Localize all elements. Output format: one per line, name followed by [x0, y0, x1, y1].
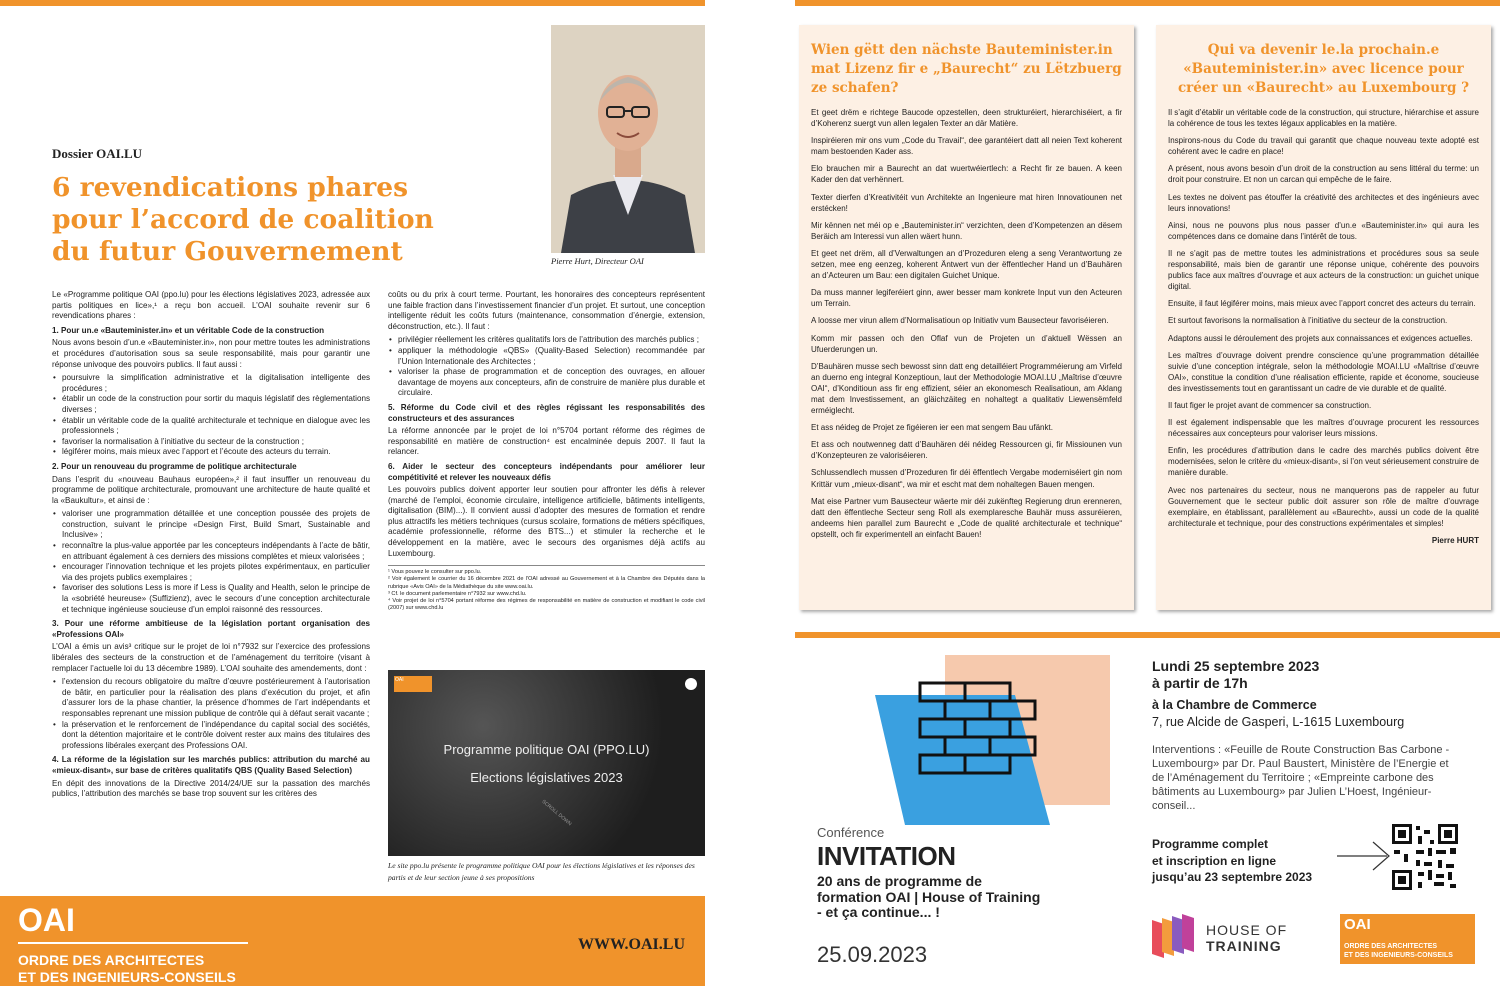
- event-location: [1152, 697, 1404, 731]
- paragraph: L’OAI a émis un avis³ critique sur le projet de loi n°7932 sur l’exercice des professions libérales des secteurs de la construction et de l’aménagement du territoire (visant à remplacer l’actuelle loi du 13 décembre 1989). L’OAI souhaite des amendements, dont :: [52, 642, 370, 673]
- paragraph: Et surtout favorisons la normalisation à l’initiative du secteur de la construction.: [1168, 316, 1448, 326]
- list-item: • reconnaître la plus-value apportée par les concepteurs indépendants à l’acte de bâtir, en attribuant également à ces derniers des missions complètes et mieux valorisées ;: [52, 541, 370, 562]
- paragraph: La réforme annoncée par le projet de loi n°5704 portant réforme des régimes de responsabilité en matière de construction⁴ est encalminée depuis 2007. Il faut la relancer.: [388, 426, 705, 457]
- paragraph: Mat eise Partner vum Bausecteur wäerte mir déi zukënfteg Regierung drun erenneren, datt den ëffentleche Secteur seng Roll als exemplaresche Bauhär muss assuréieren, andeems hien parallel zum Baurecht e „Code de qualité architecturale et technique“ opstellt, och fir experimentell an einfacht Bauen!: [811, 496, 1122, 539]
- hot-line: HOUSE OF: [1206, 922, 1288, 938]
- paragraph: A loosse mer virun allem d’Normalisatioun op Initiativ vum Bausecteur favoriséieren.: [811, 316, 1109, 326]
- list-item: • favoriser des solutions Less is more if Less is Quality and Health, selon le principe de la «sobriété heureuse» (Suffizienz), avec le secours d’une conception architecturale et technique ingénieuse soucieuse d’un emploi raisonné des ressources.: [52, 583, 370, 615]
- qr-code-icon[interactable]: [1390, 822, 1460, 892]
- list-item: • valoriser une programmation détaillée et une conception poussée des projets de construction, suivant le principe «Design First, Build Smart, Sustainable and Inclusive» ;: [52, 509, 370, 541]
- photo-caption: Pierre Hurt, Directeur OAI: [551, 256, 644, 266]
- paragraph: Dans l’esprit du «nouveau Bauhaus européen»,² il faut insuffler un renouveau du programme de politique architecturale, promouvant une architecture de haute qualité et la «Baukultur», et ainsi de :: [52, 474, 370, 505]
- paragraph: Ensuite, il faut légiférer moins, mais mieux avec l’apport concret des acteurs du terrain.: [1168, 299, 1476, 309]
- intro-paragraph: Le «Programme politique OAI (ppo.lu) pour les élections législatives 2023, adressée aux partis politiques en lice»,¹ a reçu bon accueil. L’OAI souhaite revenir sur 6 revendications phares :: [52, 290, 370, 321]
- box-body: [811, 107, 1122, 540]
- paragraph: Et geet drëm e richtege Baucode opzestellen, deen strukturéiert, hierarchiséiert, a fir d’Koherenz suergt vun allen legalen Texter an där Matière.: [811, 108, 1122, 129]
- paragraph: Ainsi, nous ne pouvons plus nous passer d’un.e «Bauteminister.in» qui aura les compétences dans ce domaine dans l’intérêt de tous.: [1168, 220, 1479, 241]
- screenshot-title: Programme politique OAI (PPO.LU): [443, 742, 650, 757]
- paragraph: Il s’agit d’établir un véritable code de la construction, qui structure, hiérarchise et assure la cohérence de tous les textes légaux applicables en la matière.: [1168, 108, 1479, 129]
- house-of-training-logo: [1150, 912, 1300, 962]
- paragraph: Et ass néideg de Projet ze figéieren ier een mat sengem Bau ufänkt.: [811, 423, 1053, 433]
- section-heading: 3. Pour une réforme ambitieuse de la législation portant organisation des «Professions OAI»: [52, 619, 370, 639]
- paragraph: Avec nos partenaires du secteur, nous ne manquerons pas de rappeler au futur Gouvernement que le secteur public doit assurer son rôle de maître d’ouvrage exemplaire, en établissant, parallèlement au «Baurecht», aussi un code de la qualité architecturale et technique, pour des constructions expérimentales et simples!: [1168, 485, 1479, 528]
- bullet-list: [52, 677, 370, 751]
- footnotes: [388, 565, 705, 612]
- footer-banner: [0, 896, 705, 986]
- paragraph: Da muss manner legiferéiert ginn, awer besser mam konkrete Input vun den Acteuren um Terrain.: [811, 288, 1122, 309]
- paragraph: Il faut figer le projet avant de commencer sa construction.: [1168, 400, 1372, 410]
- list-item: • appliquer la méthodologie «QBS» (Quality-Based Selection) recommandée par l’Union Internationale des Architectes ;: [388, 346, 705, 367]
- paragraph: Les textes ne doivent pas étouffer la créativité des architectes et des ingénieurs avec leurs innovations!: [1168, 192, 1479, 213]
- section-heading: 6. Aider le secteur des concepteurs indépendants pour améliorer leur compétitivité et relever les nouveaux défis: [388, 461, 705, 482]
- org-line: ET DES INGENIEURS-CONSEILS: [1344, 952, 1453, 959]
- paragraph: Texter dierfen d’Kreativitéit vun Architekte an Ingenieure mat hiren Innovatiounen net erstécken!: [811, 192, 1122, 213]
- article-column-2: [388, 290, 705, 612]
- luxembourgish-box: [799, 25, 1134, 610]
- bullet-list: [52, 509, 370, 615]
- list-item: • favoriser la normalisation à l’initiative du secteur de la construction ;: [52, 437, 370, 448]
- footnote: ³ Cf. le document parlementaire n°7932 sur www.chd.lu.: [388, 590, 527, 597]
- list-item: • la préservation et le renforcement de l’indépendance du capital social des sociétés, dont la détention majoritaire et le contrôle doivent rester aux mains des titulaires des professions libérales exerçant des Professions OAI.: [52, 720, 370, 752]
- org-line: ORDRE DES ARCHITECTES: [18, 952, 205, 968]
- footer-divider: [18, 942, 248, 944]
- oai-logo: [1340, 914, 1475, 964]
- paragraph: Inspiréieren mir ons vum „Code du Travail“, dee garantéiert datt all neien Text koherent mam bestoenden Kader ass.: [811, 136, 1122, 157]
- headline-line: pour l’accord de coalition: [52, 204, 434, 235]
- screenshot-subtitle: Elections législatives 2023: [470, 770, 623, 785]
- signature: Pierre HURT: [1431, 535, 1479, 545]
- bullet-list: [52, 373, 370, 458]
- conference-label: Conférence: [817, 825, 885, 840]
- paragraph: Adaptons aussi le déroulement des projets aux connaissances et exigences actuelles.: [1168, 333, 1473, 343]
- registration-line: jusqu’au 23 septembre 2023: [1152, 870, 1313, 884]
- org-line: ORDRE DES ARCHITECTES: [1344, 943, 1438, 950]
- paragraph: Il est également indispensable que les maîtres d’ouvrage procurent les ressources nécessaires aux concepteurs pour valoriser leurs missions.: [1168, 418, 1479, 439]
- paragraph: coûts ou du prix à court terme. Pourtant, les honoraires des concepteurs représentent une faible fraction dans l’investissement financier d’un projet. Et surtout, une conception intelligente réduit les coûts futurs (maintenance, consommation d’énergie, extension, déconstruction, etc.). Il faut :: [388, 290, 705, 331]
- footer-org-name: [18, 952, 236, 986]
- bullet-list: [388, 335, 705, 399]
- paragraph: Et ass och noutwenneg datt d’Bauhären déi néideg Ressourcen gi, fir Missiounen vun d’Konzepteuren ze valoriséieren.: [811, 440, 1122, 461]
- paragraph: Elo brauchen mir a Baurecht an dat wuertwéiertlech: a Recht fir ze bauen. A keen Kader den dat verhënnert.: [811, 164, 1122, 185]
- article-column-1: [52, 290, 370, 803]
- screenshot-caption: Le site ppo.lu présente le programme politique OAI pour les élections législatives et les réponses des partis et de leur section jeune à ses propositions: [388, 861, 695, 882]
- paragraph: En dépit des innovations de la Directive 2014/24/UE sur la passation des marchés publics, l’attribution des marchés se base trop souvent sur les critères des: [52, 778, 370, 799]
- paragraph: A présent, nous avons besoin d’un droit de la construction au sens littéral du terme: un droit pour construire. Et non un carcan qui empêche de le faire.: [1168, 164, 1479, 185]
- french-box: [1156, 25, 1491, 610]
- list-item: • établir un code de la construction pour sortir du maquis législatif des règlementations diverses ;: [52, 394, 370, 415]
- scroll-down-label: SCROLL DOWN: [540, 798, 573, 828]
- org-line: ET DES INGENIEURS-CONSEILS: [18, 969, 236, 985]
- headline-line: du futur Gouvernement: [52, 236, 403, 267]
- section-label: Dossier OAI.LU: [52, 146, 143, 161]
- right-page: [795, 0, 1500, 986]
- event-datetime: [1152, 658, 1319, 692]
- section-heading: 5. Réforme du Code civil et des règles régissant les responsabilités des constructeurs et des assurances: [388, 402, 705, 423]
- paragraph: Enfin, les procédures d’attribution dans le cadre des marchés publics doivent être modernisées, selon le critère du «mieux-disant», si l’on veut sérieusement construire de manière durable.: [1168, 446, 1479, 478]
- list-item: • privilégier réellement les critères qualitatifs lors de l’attribution des marchés publics ;: [388, 335, 705, 346]
- section-heading: 1. Pour un.e «Bauteminister.in» et un véritable Code de la construction: [52, 325, 325, 335]
- registration-line: Programme complet: [1152, 837, 1269, 851]
- paragraph: Mir kënnen net méi op e „Bauteminister.in“ verzichten, deen d’Kompetenzen an dësem Beräich am Interessi vun allen wäert hunn.: [811, 220, 1122, 241]
- conference-title: 20 ans de programme de formation OAI | House of Training - et ça continue... !: [817, 873, 1041, 920]
- interventions-text: Interventions : «Feuille de Route Construction Bas Carbone - Luxembourg» par Dr. Paul Baustert, Ministère de l’Energie et de l’Aménagement du Territoire ; «Empreinte carbone des bâtiments au Luxembourg» par Julien L’Hoest, Ingénieur-conseil...: [1152, 744, 1450, 812]
- footnote: ¹ Vous pouvez le consulter sur ppo.lu.: [388, 569, 482, 576]
- menu-icon: [685, 678, 697, 690]
- box-body: [1168, 107, 1479, 529]
- invitation-heading: INVITATION: [817, 841, 956, 871]
- top-orange-bar: [795, 0, 1500, 6]
- paragraph: Les maîtres d’ouvrage doivent prendre conscience qu’une programmation détaillée suivie d’une conception intégrale, selon la méthodologie MOAI.LU «Maîtrise d’œuvre OAI», constitue la condition d’une réalisation efficiente, rapide et économe, soucieuse des investissements tout en garantissant un cadre de vie durable et de qualité.: [1168, 350, 1479, 393]
- portrait-photo: [551, 25, 705, 253]
- headline-line: 6 revendications phares: [52, 172, 409, 203]
- footer-website-link[interactable]: WWW.OAI.LU: [578, 936, 685, 953]
- paragraph: Nous avons besoin d’un.e «Bauteminister.in», non pour mettre toutes les administrations et procédures d’autorisation sous sa seule responsabilité, mais pour garantir une réponse univoque des pouvoirs publics. Il faut aussi :: [52, 338, 370, 369]
- registration-line: et inscription en ligne: [1152, 853, 1277, 868]
- paragraph: D’Bauhären musse sech bewosst sinn datt eng detailléiert Programméierung am Virfeld an duerno eng integral Konzeptioun, laut der Methodologie MOAI.LU „Maîtrise d’œuvre OAI“, d’Konditioun ass fir eng effizient, séier an ekonomesch Realisatioun, am Aklang mat dem Investissement, an gläichzäiteg en nohaltegt a qualitativ Liewensëmfeld erméiglecht.: [811, 361, 1122, 416]
- section-heading: 4. La réforme de la législation sur les marchés publics: attribution du marché au «mieux-disant», sur base de critères qualitatifs QBS (Quality Based Selection): [52, 755, 370, 775]
- oai-logo-text: OAI: [1344, 916, 1371, 933]
- top-orange-bar: [0, 0, 705, 6]
- registration-info: [1152, 836, 1312, 886]
- paragraph: Schlussendlech mussen d’Prozeduren fir déi ëffentlech Vergabe moderniséiert gin nom Krittär vum „mieux-disant“, wa mir et escht mat dem nohaltegen Bauen mengen.: [811, 468, 1122, 489]
- list-item: • poursuivre la simplification administrative et la digitalisation intelligente des procédures ;: [52, 373, 370, 394]
- box-title: Qui va devenir le.la prochain.e «Bauteminister.in» avec licence pour créer un «Baurecht» au Luxembourg ?: [1177, 42, 1470, 96]
- box-title: Wien gëtt den nächste Bauteminister.in mat Lizenz fir e „Baurecht“ zu Lëtzbuerg ze schafen?: [811, 42, 1122, 96]
- paragraph: Il ne s’agit pas de mettre toutes les administrations et procédures sous sa seule responsabilité, mais bien de garantir une réponse unique, cohérente des pouvoirs publics face aux maîtres d’ouvrage et aux acteurs de la construction: un guichet unique digital.: [1168, 248, 1479, 292]
- list-item: • encourager l’innovation technique et les projets pilotes expérimentaux, en particulier via des projets publics exemplaires ;: [52, 562, 370, 583]
- paragraph: Inspirons-nous du Code du travail qui garantit que chaque nouveau texte adopté est cohérent avec le cadre en place!: [1168, 136, 1479, 157]
- section-heading: 2. Pour un renouveau du programme de politique architecturale: [52, 461, 297, 471]
- website-screenshot: [388, 670, 705, 856]
- brick-wall-graphic: [875, 655, 1115, 825]
- paragraph: Komm mir passen och den Oflaf vun de Projeten un d’aktuell Wëssen an Ufuerderungen un.: [811, 333, 1122, 354]
- hot-line: TRAINING: [1206, 938, 1282, 954]
- event-venue: à la Chambre de Commerce: [1152, 698, 1317, 712]
- event-date: Lundi 25 septembre 2023: [1152, 658, 1320, 674]
- paragraph: Et geet net drëm, all d’Verwaltungen an d’Prozeduren eleng a seng Verantwortung ze setzen, mee eng eenzeg, koherent Äntwert vun der ëffentlecher Hand un d’Bauhären an d’Acteuren um Bau: een digitalen Guichet Unique.: [811, 248, 1122, 281]
- oai-mini-logo: OAI: [394, 676, 432, 692]
- arrow-right-icon: [1335, 836, 1395, 876]
- oai-logo-org: [1344, 942, 1453, 960]
- footnote: ² Voir également le courrier du 16 décembre 2021 de l’OAI adressé au Gouvernement et à la Chambre des Députés dans la rubrique «Avis OAI» de la Médiathèque du site www.oai.lu.: [388, 576, 705, 590]
- article-headline: [52, 172, 472, 268]
- footer-logo: OAI: [18, 902, 75, 938]
- event-time: à partir de 17h: [1152, 675, 1248, 691]
- event-address: 7, rue Alcide de Gasperi, L-1615 Luxembourg: [1152, 715, 1405, 729]
- list-item: • établir un véritable code de la qualité architecturale et technique en dialogue avec les professionnels ;: [52, 416, 370, 437]
- section-divider-bar: [795, 632, 1500, 638]
- left-page: [0, 0, 705, 986]
- list-item: • l’extension du recours obligatoire du maître d’œuvre postérieurement à l’autorisation de bâtir, en particulier pour la réalisation des plans d’exécution du projet, et afin d’assurer lors de la phase chantier, la présence d’hommes de l’art indépendants et responsables reprenant une mission publique de contrôle qui à défaut serait vacante ;: [52, 677, 370, 719]
- conference-date: 25.09.2023: [817, 942, 928, 967]
- footnote: ⁴ Voir projet de loi n°5704 portant réforme des régimes de responsabilité en matière de construction et modifiant le code civil (2007) sur www.chd.lu: [388, 598, 705, 612]
- list-item: • légiférer moins, mais mieux avec l’apport et l’écoute des acteurs du terrain.: [52, 447, 370, 458]
- list-item: • valoriser la phase de programmation et de conception des ouvrages, en allouer davantage de moyens aux concepteurs, afin de construire de manière plus durable et circulaire.: [388, 367, 705, 399]
- paragraph: Les pouvoirs publics doivent apporter leur soutien pour affronter les défis à relever (marché de l’emploi, économie circulaire, intelligence artificielle, bâtiments intelligents, digitalisation (BIM)...). Il convient aussi d’adopter des mesures de formation et rendre plus attractifs les métiers techniques (cursus scolaire, formations de métiers spécifiques, académie professionnelle, réforme des BTS...) et stimuler la recherche et le développement en la matière, avec le secours des organismes déjà actifs au Luxembourg.: [388, 485, 705, 558]
